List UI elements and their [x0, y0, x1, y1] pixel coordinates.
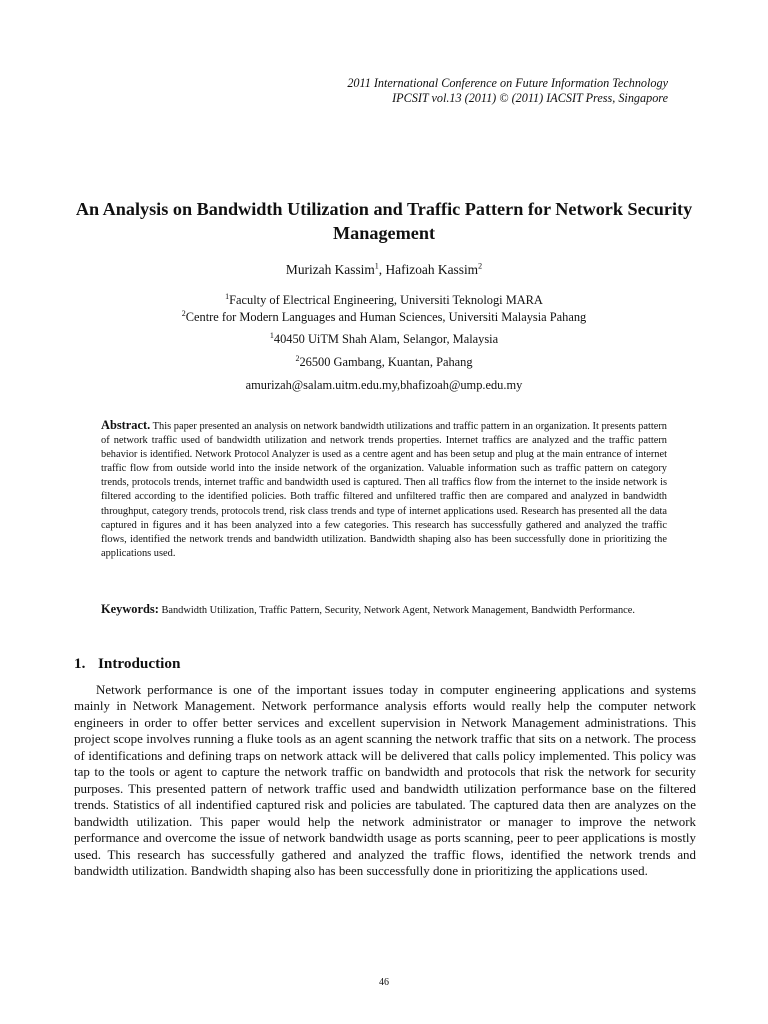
abstract-label: Abstract.: [101, 418, 151, 432]
author-separator: ,: [378, 262, 386, 277]
affiliation-2: [0, 309, 768, 325]
author-emails: amurizah@salam.uitm.edu.my,bhafizoah@ump.edu.my: [245, 378, 523, 392]
author-superscript: 1: [374, 261, 379, 271]
affiliation-text: 40450 UiTM Shah Alam, Selangor, Malaysia: [273, 332, 499, 346]
section-title-text: Introduction: [98, 655, 181, 672]
author-list: [0, 262, 768, 278]
affiliation-superscript: 2: [295, 353, 300, 363]
affiliation-address-1: [0, 331, 768, 347]
abstract: [101, 418, 667, 561]
section-heading: [74, 655, 180, 673]
affiliation-1: [0, 292, 768, 308]
abstract-text: This paper presented an analysis on network bandwidth utilizations and traffic pattern in an organization. It presents pattern of network traffic used of bandwidth utilization and network trends properties. Internet traffics are analyzed and the traffic pattern behavior is identified. Network Protocol Analyzer is used as a centre agent and has been setup and plug at the main entrance of internet traffic flow from outside world into the inside network of the organization. Valuable information such as traffic pattern on category trends, protocols trends, internet traffic and bandwidth used is captured. Then all traffics flow from the internet to the inside network is filtered according to the identified policies. Both traffic filtered and unfiltered traffic then are compared and analyzed in bandwidth throughput, category trends, protocols trend, risk class trends and type of internet applications used. Research has presented all the data captured in figures and it has been analyzed into a few categories. This research has successfully gathered and analyzed the traffic flows, identified the network trends and bandwidth utilization. Bandwidth shaping also has been successfully done in prioritizing the applications used.: [101, 421, 667, 559]
paper-title: An Analysis on Bandwidth Utilization and Traffic Pattern for Network Security Management: [75, 199, 693, 243]
keywords-label: Keywords:: [101, 602, 159, 616]
publication-info: IPCSIT vol.13 (2011) © (2011) IACSIT Press, Singapore: [392, 91, 668, 105]
conference-header: [347, 76, 668, 106]
section-number: 1.: [74, 655, 86, 672]
introduction-paragraph: Network performance is one of the important issues today in computer engineering applications and systems mainly in Network Management. Network performance analysis efforts would really help the computer network engineers in order to offer better services and excellent supervision in Network Management administrations. This project scope involves running a fluke tools as an agent scanning the network traffic that sits on a network. The process of identifications and defining traps on network attack will be delivered that calls policy implemented. This policy was tap to the tools or agent to capture the network traffic on bandwidth and protocols that risk the network for security purposes. This presented pattern of network traffic used and bandwidth utilization performance base on the filtered trends. Statistics of all indentified captured risk and policies are tabulated. The captured data then are analyzes on the bandwidth utilization. This paper would help the network administrator or manager to improve the network performance and overcome the issue of network bandwidth usage as ports scanning, peer to peer applications is mostly used. This research has successfully gathered and analyzed the traffic flows, identified the network trends and bandwidth utilization. Bandwidth shaping also has been successfully done in prioritizing the applications used.: [74, 682, 696, 878]
affiliation-address-2: [0, 354, 768, 370]
conference-name: 2011 International Conference on Future Information Technology: [347, 76, 668, 90]
affiliation-text: Faculty of Electrical Engineering, Universiti Teknologi MARA: [229, 293, 543, 307]
affiliation-text: 26500 Gambang, Kuantan, Pahang: [299, 355, 473, 369]
affiliation-superscript: 1: [225, 291, 230, 301]
affiliation-text: Centre for Modern Languages and Human Sciences, Universiti Malaysia Pahang: [185, 310, 587, 324]
page-number: 46: [379, 977, 389, 988]
affiliation-superscript: 1: [269, 330, 274, 340]
author-name: Hafizoah Kassim: [385, 262, 479, 277]
keywords: [101, 602, 667, 618]
keywords-text: Bandwidth Utilization, Traffic Pattern, Security, Network Agent, Network Management, Bandwidth Performance.: [161, 605, 635, 616]
author-superscript: 2: [478, 261, 483, 271]
author-name: Murizah Kassim: [285, 262, 375, 277]
affiliation-superscript: 2: [181, 308, 186, 318]
